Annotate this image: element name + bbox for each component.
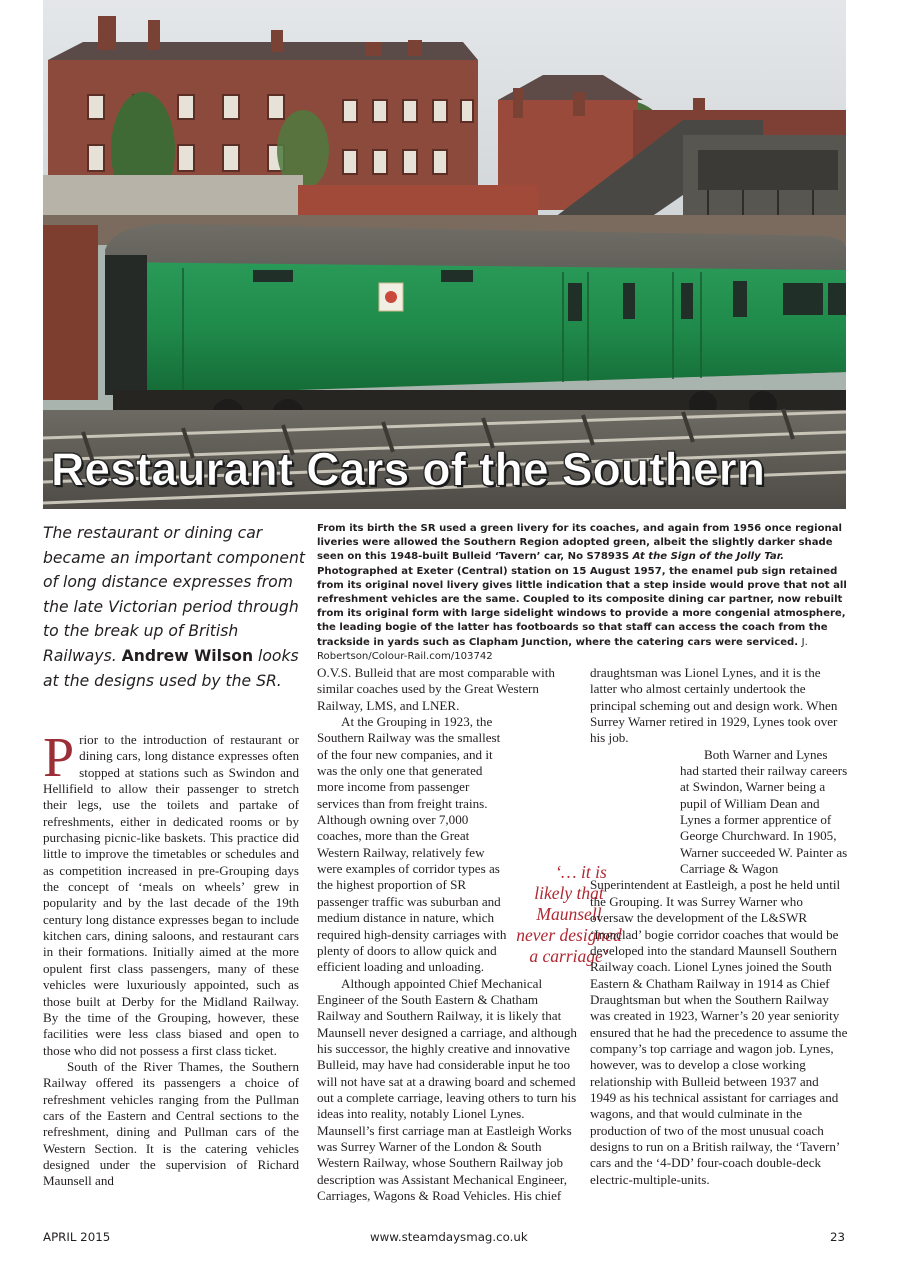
body-paragraph: draughtsman was Lionel Lynes, and it is the latter who almost certainly undertook the principal scheming out and design work. When Surrey Warner retired in 1929, Lynes took over his job. [590, 665, 838, 746]
intro-standfirst [43, 521, 305, 693]
pullquote-spacer [590, 747, 676, 877]
body-paragraph: South of the River Thames, the Southern Railway offered its passengers a choice of refreshment vehicles ranging from the Pullman cars of the Eastern and Central sections to the refreshment, dining and Pullman cars of the Western Section. It is the catering vehicles designed under the supervision of Richard Maunsell and [43, 1058, 299, 1189]
body-paragraph [590, 747, 848, 1188]
body-paragraph [317, 714, 622, 976]
caption-title: At the Sign of the Jolly Tar. [632, 551, 785, 563]
hero-photo [43, 0, 846, 509]
coach-photo-illustration [43, 0, 846, 509]
body-column-3 [590, 665, 848, 1188]
issue-date: APRIL 2015 [43, 1230, 111, 1244]
paragraph-text: At the Grouping in 1923, the Southern Railway was the smallest of the four new companies, and it was the only one that generated more income from passenger services than from freight trains. Although owning over 7,000 coaches, more than the Great Western Railway, relatively few were examples of corridor types as the highest proportion of SR passenger traffic was suburban and medium distance in nature, which required high-density carriages with plenty of doors to allow quick and efficient loading and unloading. [317, 714, 507, 975]
intro-tail: looks at the designs used by the SR. [43, 646, 299, 690]
body-paragraph [43, 727, 299, 1059]
pull-quote: ‘… it is likely that Maunsell never designed a carriage’ [516, 862, 622, 967]
photo-caption [317, 522, 849, 664]
body-paragraph: O.V.S. Bulleid that are most comparable with similar coaches used by the Great Western Railway, LMS, and LNER. [317, 665, 555, 713]
body-paragraph: Although appointed Chief Mechanical Engineer of the South Eastern & Chatham Railway and Southern Railway, it is likely that Maunsell never designed a carriage, and although his successor, the highly creative and innovative Bulleid, may have had considerable input he too will not have sat at a drawing board and schemed out a complete carriage, leaving others to turn his ideas into reality, notably Lionel Lynes. Maunsell’s first carriage man at Eastleigh Works was Surrey Warner of the London & South Western Railway, whose Southern Railway job description was Assistant Mechanical Engineer, Carriages, Wagons & Road Vehicles. His chief [317, 975, 577, 1203]
body-column-2 [317, 665, 622, 1204]
paragraph-text: Both Warner and Lynes had started their railway careers at Swindon, Warner being a pupil of William Dean and Lynes a former apprentice of George Churchward. In 1905, Warner succeeded W. Painter as Carriage & Wagon Superintendent at Eastleigh, a post he held until the Grouping. It was Surrey Warner who oversaw the development of the L&SWR ‘Ironclad’ bogie corridor coaches that would be developed into the standard Maunsell Southern Railway coach. Lionel Lynes joined the South Eastern & Chatham Railway in 1914 as Chief Draughtsman but when the Southern Railway was created in 1923, Warner’s 20 year seniority ensured that he had the precedence to assume the company’s top carriage and wagon job. Lynes, however, was to develop a close working relationship with Bulleid between 1937 and 1949 as his technical assistant for carriages and wagons, and that would culminate in the production of two of the most unusual coach designs to run on a British railway, the ‘Tavern’ cars and the ‘4-DD’ four-coach double-deck electric-multiple-units. [590, 746, 848, 1187]
article-headline: Restaurant Cars of the Southern [51, 443, 766, 495]
photo-credit: J. Robertson/Colour-Rail.com/103742 [317, 636, 808, 662]
author-name: Andrew Wilson [121, 646, 254, 665]
paragraph-text: rior to the introduction of restaurant or dining cars, long distance expresses often stopped at stations such as Swindon and Hellifield to allow their passenger to stretch their legs, use the toilets and partake of refreshments, either in dedicated rooms or by purchasing picnic-like baskets. This practice did little to improve the timetables or schedules and as competition increased in pre-Grouping days the concept of ‘meals on wheels’ grew in popularity and by the last decade of the 19th century long distance expresses began to include kitchen cars, dining saloons, and restaurant cars in their formations. Initially aimed at the more opulent first class passengers, many of these vehicles were luxuriously appointed, such as those built at Derby for the Midland Railway. By the time of the Grouping, however, these facilities were less class biased and open to those who did not possess a first class ticket. [43, 732, 299, 1058]
page-number: 23 [829, 1230, 845, 1244]
drop-cap: P [43, 727, 75, 789]
website-url[interactable]: www.steamdaysmag.co.uk [370, 1230, 528, 1244]
caption-part1: From its birth the SR used a green livery for its coaches, and again from 1956 once regional liveries were allowed the Southern Region adopted green, albeit the slightly darker shade seen on this 1948-built Bulleid ‘Tavern’ car, No S7893S [317, 523, 843, 563]
caption-part2: Photographed at Exeter (Central) station on 15 August 1957, the enamel pub sign retained from its original novel livery gives little indication that a step inside would prove that not all refreshment vehicles are the same. Coupled to its composite dining car partner, now rebuilt from its original form with large sidelight windows to provide a more congenial atmosphere, the leading bogie of the latter has footboards so that staff can access the coach from the trackside in yards such as Clapham Junction, where the catering cars were serviced. [317, 565, 847, 648]
intro-text: The restaurant or dining car became an important component of long distance expresses from the late Victorian period through to the break up of British Railways. [43, 524, 305, 665]
body-column-1 [43, 727, 299, 1190]
